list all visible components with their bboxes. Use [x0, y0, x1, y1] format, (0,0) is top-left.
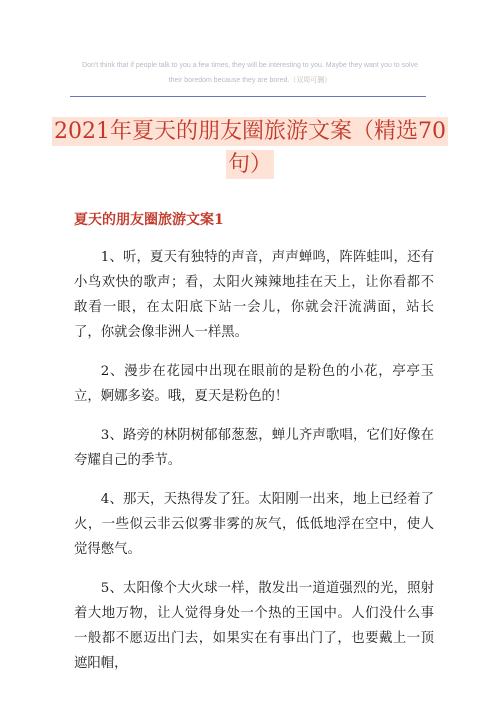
paragraph-4: 4、那天，天热得发了狂。太阳刚一出来，地上已经着了火，一些似云非云似雾非雾的灰气，低低地浮在空中，使人觉得憋气。 [74, 492, 434, 557]
header-note-text: their boredom because they are bored. [168, 77, 290, 84]
section-title: 夏天的朋友圈旅游文案1 [74, 212, 224, 228]
document-title-text: 2021年夏天的朋友圈旅游文案（精选70句） [54, 119, 446, 177]
paragraph-5: 5、太阳像个大火球一样，散发出一道道强烈的光，照射着大地万物，让人觉得身处一个热的王国中。人们没什么事一般都不愿迈出门去，如果实在有事出门了，也要戴上一顶遮阳帽， [74, 581, 434, 671]
document-title [52, 115, 448, 181]
header-rule [70, 96, 426, 97]
paragraph-2: 2、漫步在花园中出现在眼前的是粉色的小花，亭亭玉立，婀娜多姿。哦，夏天是粉色的！ [74, 364, 434, 404]
header-note [0, 58, 500, 88]
header-note-line-1: Don't think that if people talk to you a few times, they will be interesting to you. Maybe they want you to solve [82, 62, 418, 69]
paragraph-3: 3、路旁的林阴树郁郁葱葱，蝉儿齐声歌唱，它们好像在夸耀自己的季节。 [74, 428, 434, 468]
header-note-line-2 [0, 73, 500, 88]
paragraph-1: 1、听，夏天有独特的声音，声声蝉鸣，阵阵蛙叫，还有小鸟欢快的歌声；看，太阳火辣辣地挂在天上，让你看都不敢看一眼，在太阳底下站一会儿，你就会汗流满面，站长了，你就会像非洲人一样黑。 [74, 250, 434, 340]
document-body [74, 245, 434, 690]
header-note-mark: （双周可删） [289, 77, 332, 84]
